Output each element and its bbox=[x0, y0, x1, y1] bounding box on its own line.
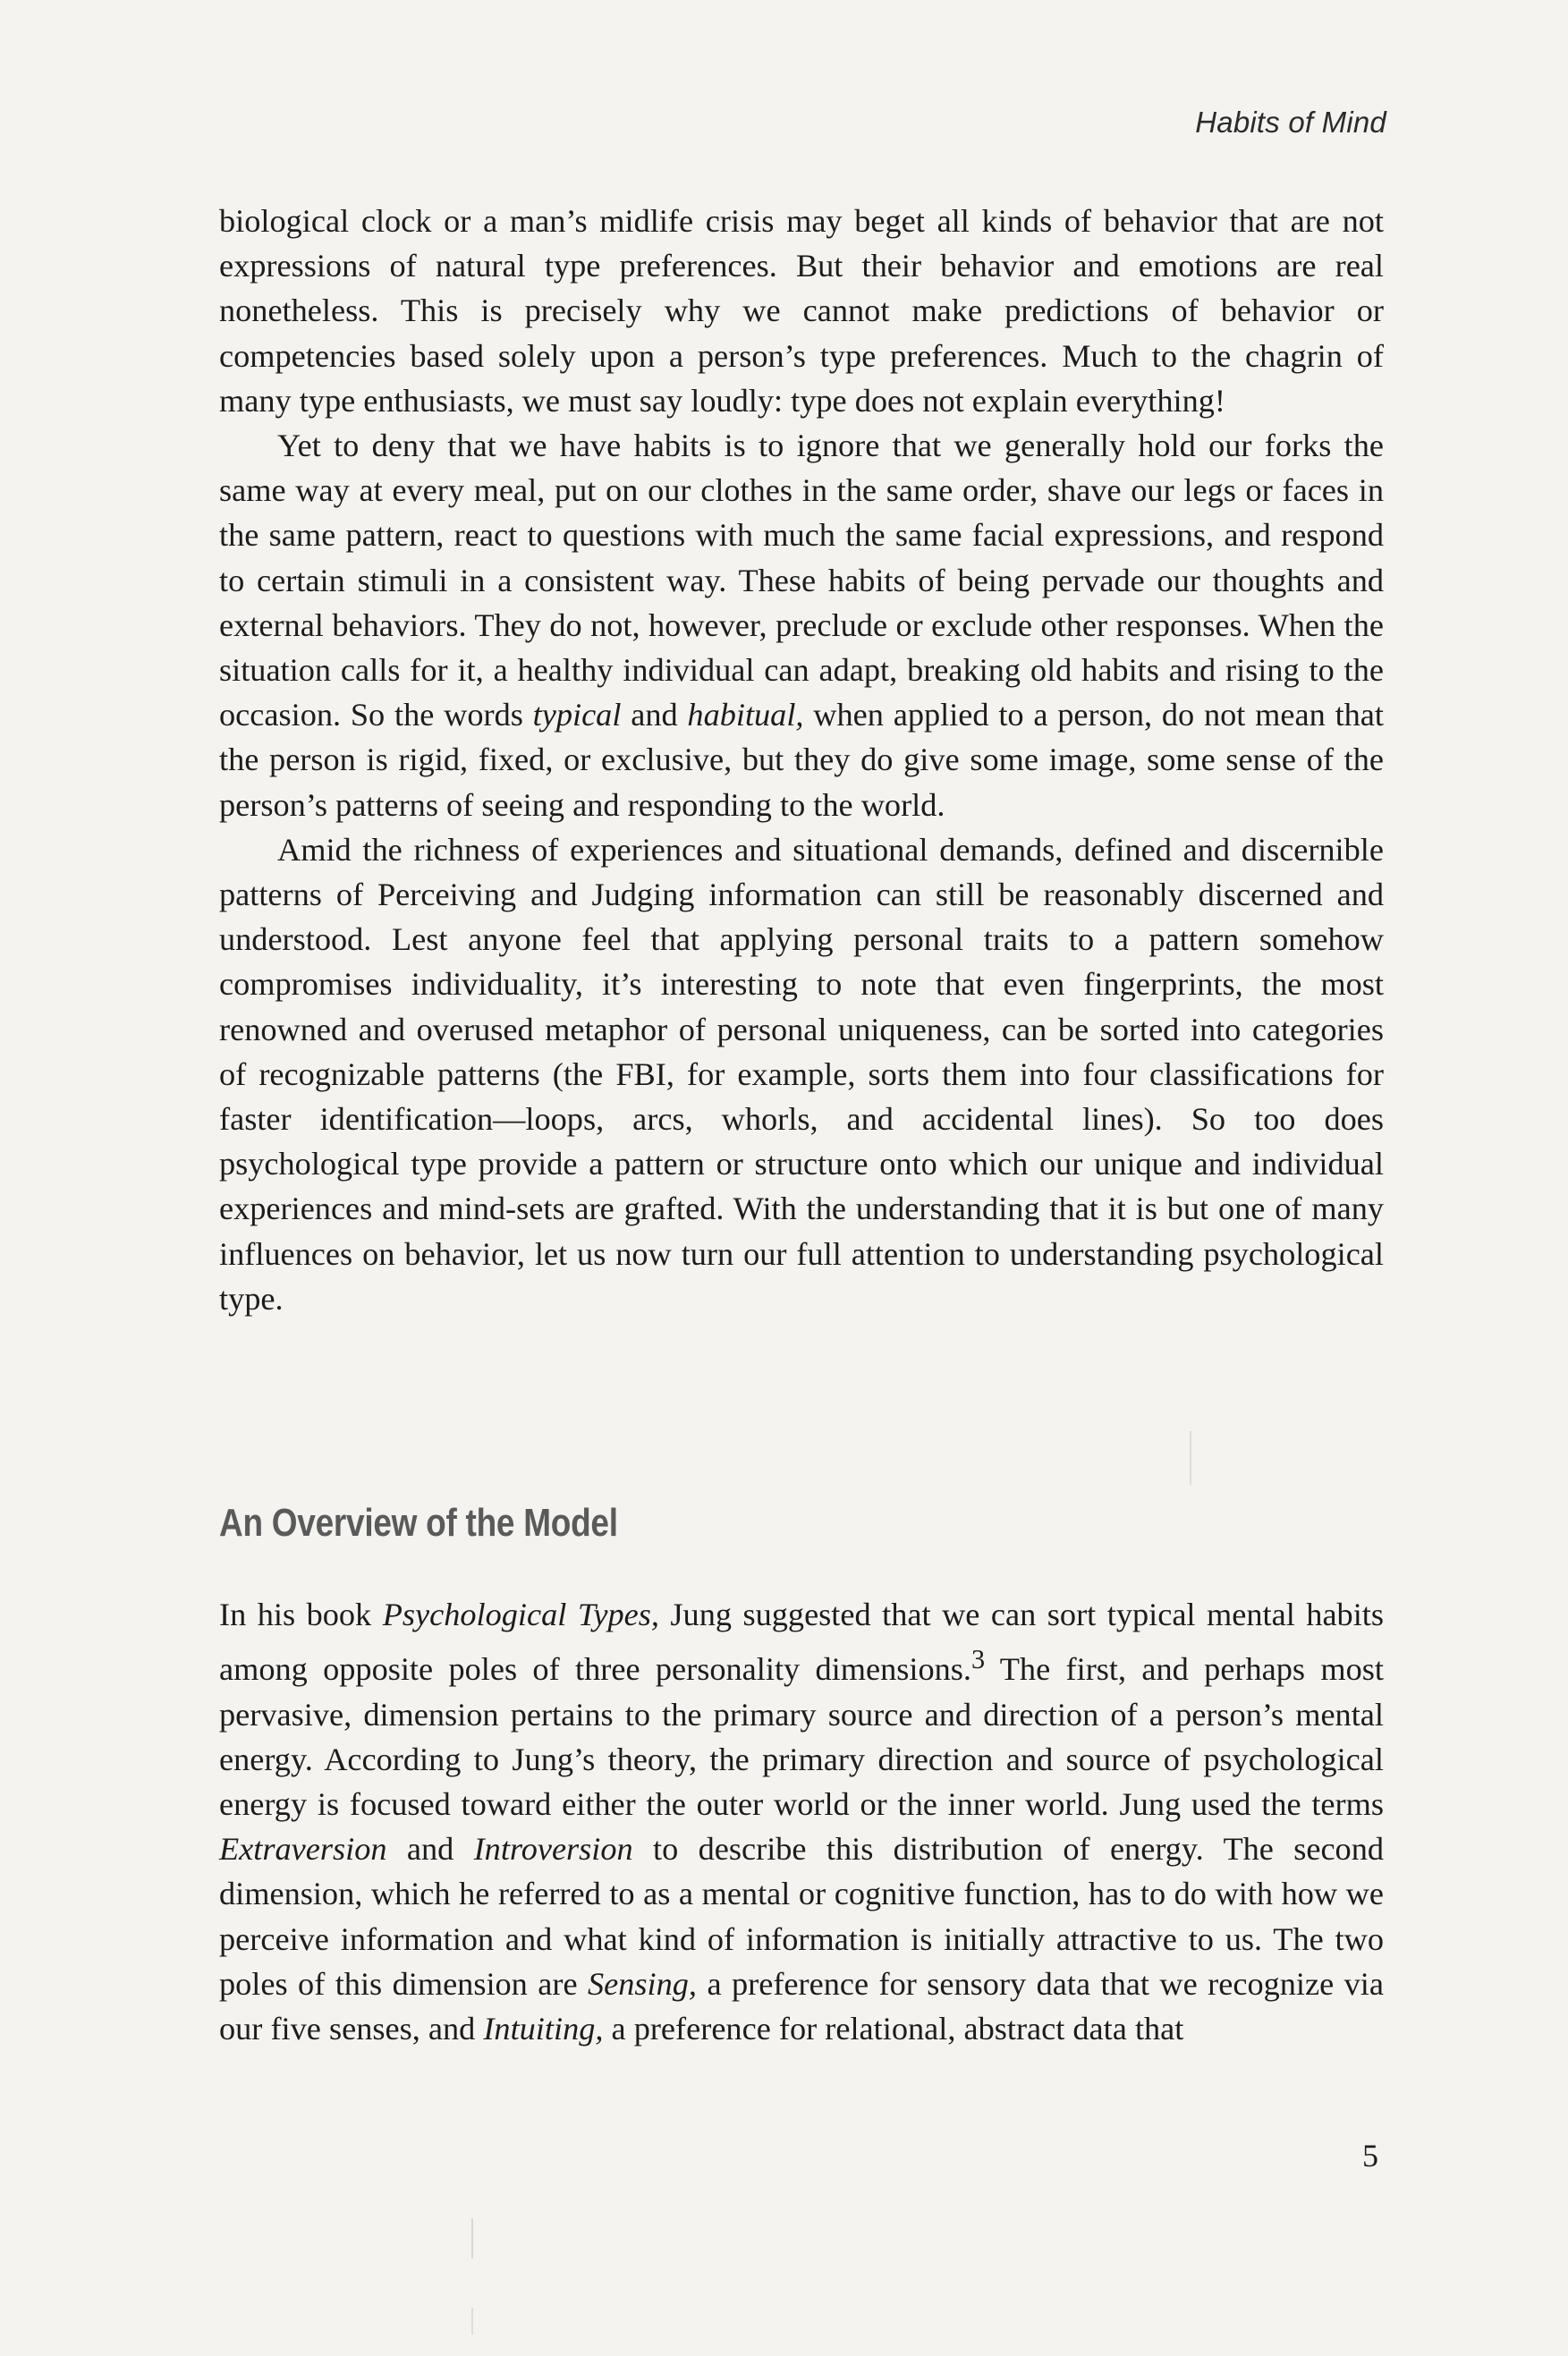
body-text-block-1 bbox=[219, 199, 1384, 1321]
paragraph-1: biological clock or a man’s midlife crisis may beget all kinds of behavior that are not expressions of natural type preferences. But their behavior and emotions are real nonetheless. This is precisely why we cannot make predictions of behavior or competencies based solely upon a person’s type preferences. Much to the chagrin of many type enthusiasts, we must say loudly: type does not explain everything! bbox=[219, 203, 1384, 419]
body-text-block-2 bbox=[219, 1592, 1384, 2051]
scan-artifact bbox=[471, 2308, 473, 2335]
running-head: Habits of Mind bbox=[1195, 106, 1386, 139]
paragraph-3: Amid the richness of experiences and situational demands, defined and discernible patterns of Perceiving and Judging information can still be reasonably discerned and understood. Lest anyone feel that applying personal traits to a pattern somehow compromises individuality, it’s interesting to note that even fingerprints, the most renowned and overused metaphor of personal uniqueness, can be sorted into categories of recognizable patterns (the FBI, for example, sorts them into four classifications for faster identification—loops, arcs, whorls, and accidental lines). So too does psychological type provide a pattern or structure onto which our unique and individual experiences and mind-sets are grafted. With the understanding that it is but one of many influences on behavior, let us now turn our full attention to understanding psychological type. bbox=[219, 831, 1384, 1317]
section-heading: An Overview of the Model bbox=[219, 1501, 618, 1545]
paragraph-4: In his book Psychological Types, Jung suggested that we can sort typical mental habits among opposite poles of three personality dimensions.$^3$ The first, and perhaps most pervasive, dimension pertains to the primary source and direction of a person’s mental energy. According to Jung’s theory, the primary direction and source of psychological energy is focused toward either the outer world or the inner world. Jung used the terms Extraversion and Introversion to describe this distribution of energy. The second dimension, which he referred to as a mental or cognitive function, has to do with how we perceive information and what kind of information is initially attractive to us. The two poles of this dimension are Sensing, a preference for sensory data that we recognize via our five senses, and Intuiting, a preference for relational, abstract data that bbox=[219, 1597, 1385, 2047]
scan-artifact bbox=[1190, 1431, 1191, 1485]
page-number: 5 bbox=[1362, 2138, 1378, 2174]
scan-artifact bbox=[471, 2218, 473, 2259]
paragraph-2: Yet to deny that we have habits is to ignore that we generally hold our forks the same way at every meal, put on our clothes in the same order, shave our legs or faces in the same pattern, react to questions with much the same facial expressions, and respond to certain stimuli in a consistent way. These habits of being pervade our thoughts and external behaviors. They do not, however, preclude or exclude other responses. When the situation calls for it, a healthy individual can adapt, breaking old habits and rising to the occasion. So the words typical and habitual, when applied to a person, do not mean that the person is rigid, fixed, or exclusive, but they do give some image, some sense of the person’s patterns of seeing and responding to the world. bbox=[219, 428, 1384, 823]
